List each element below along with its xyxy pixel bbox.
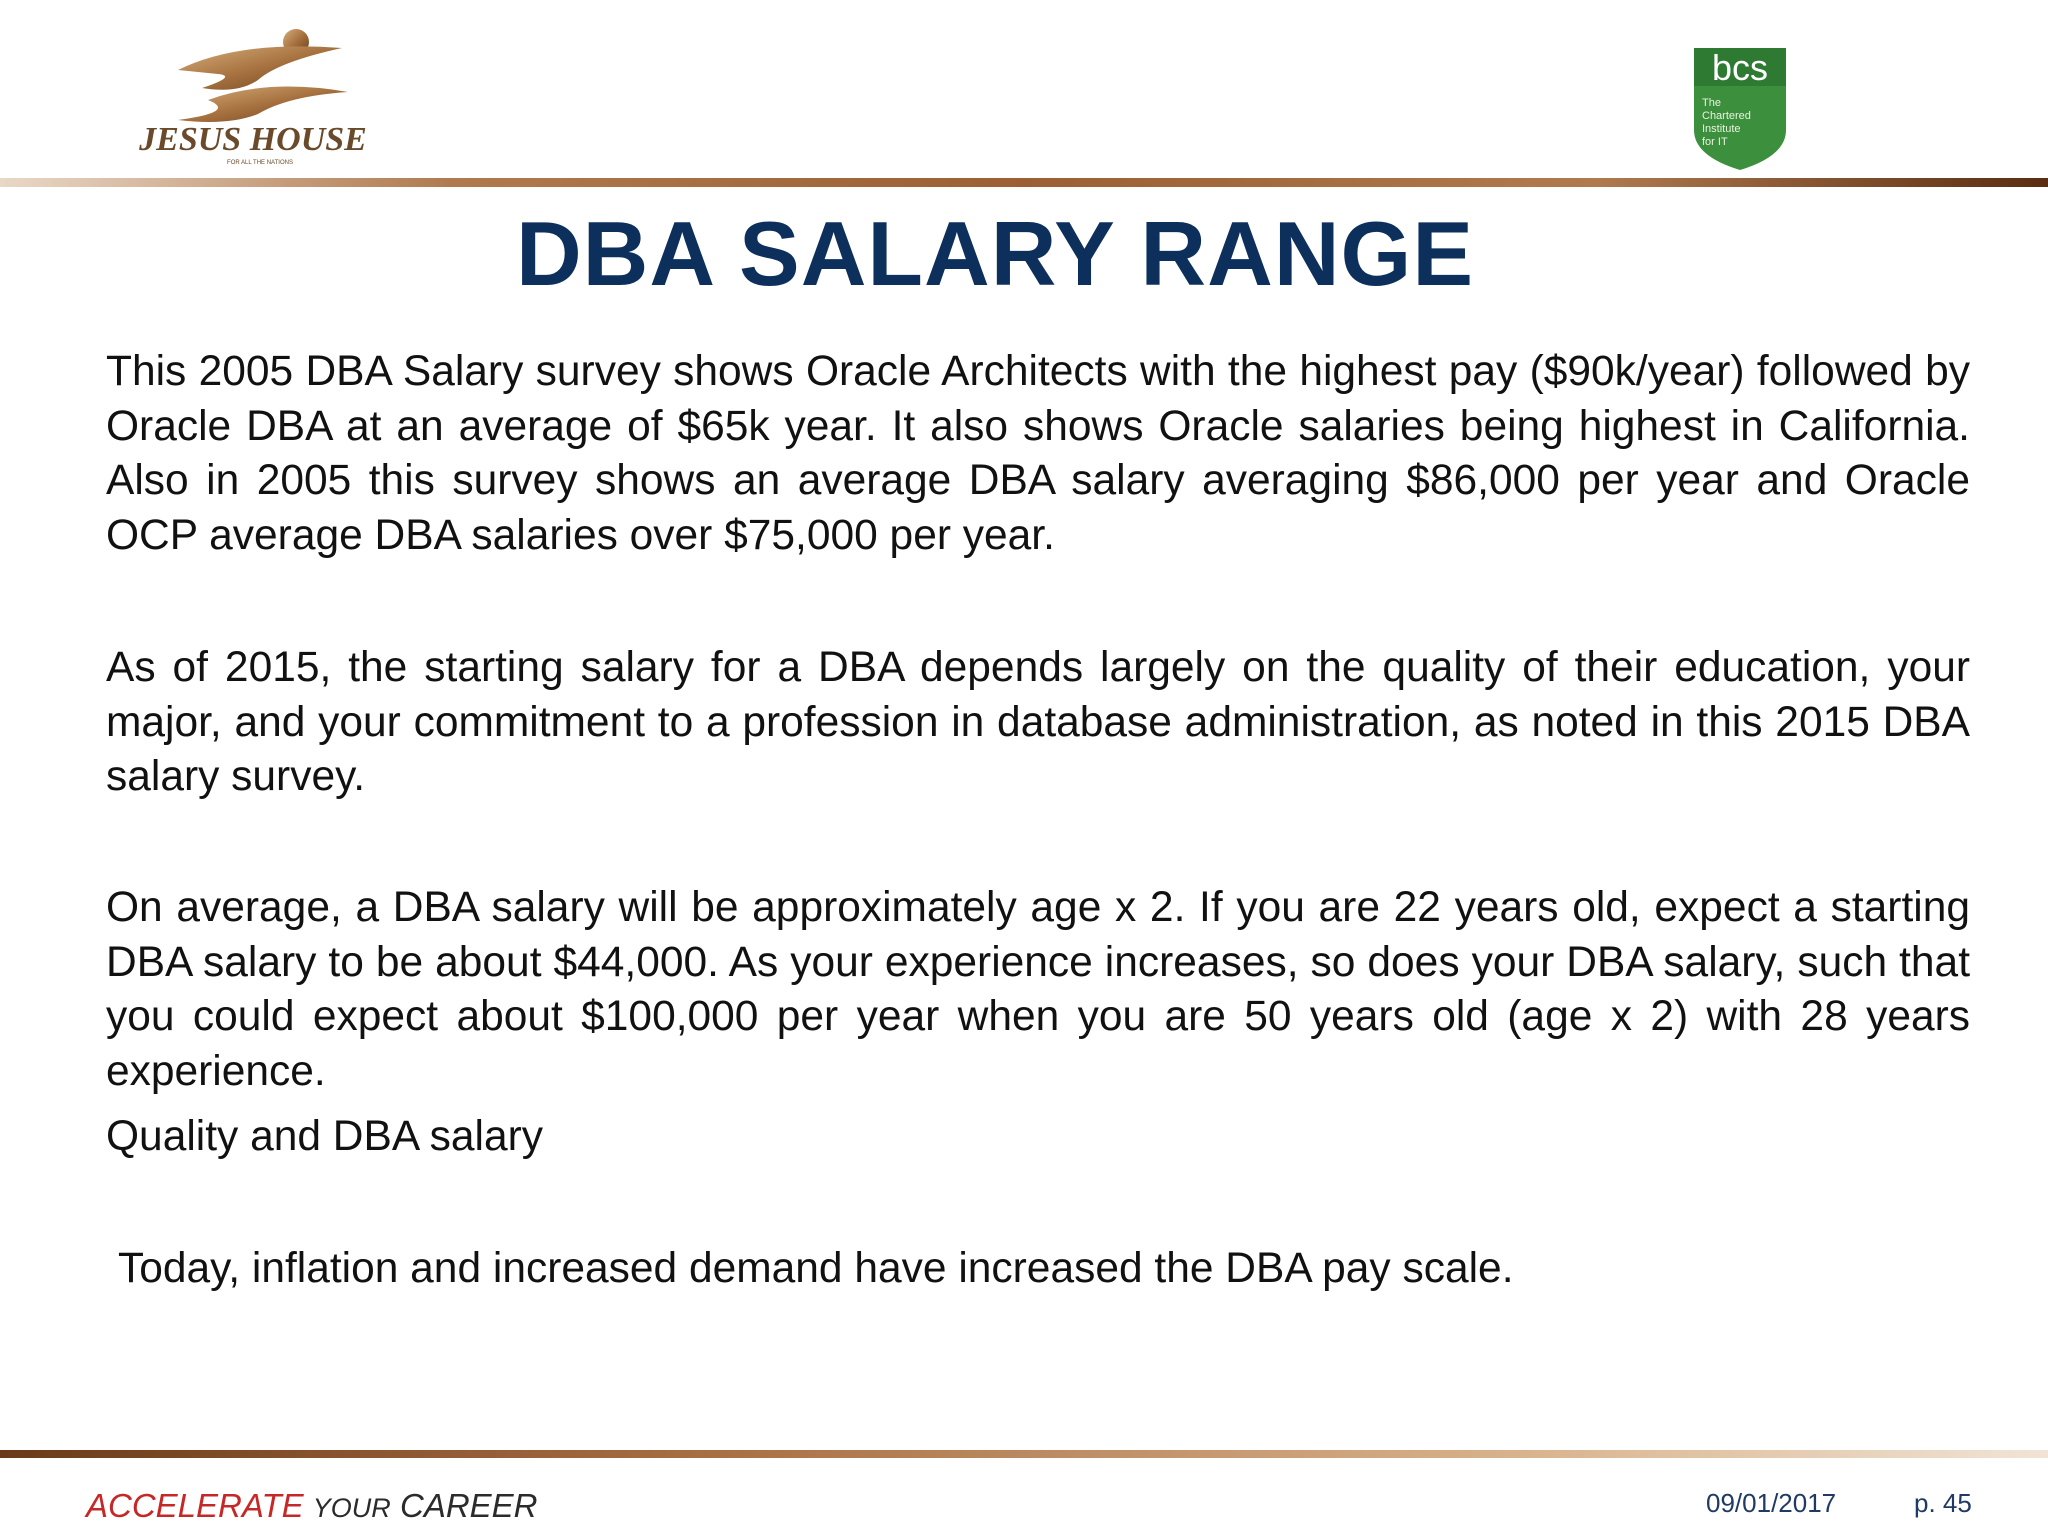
bcs-tagline-1: The	[1702, 97, 1721, 109]
bcs-tagline-4: for IT	[1702, 136, 1728, 148]
paragraph-inflation: Today, inflation and increased demand have increased the DBA pay scale.	[118, 1245, 1514, 1292]
bcs-logo	[1690, 46, 1790, 172]
slogan-your: YOUR	[312, 1493, 391, 1523]
slogan-career: CAREER	[399, 1487, 538, 1524]
jesus-house-logo-text: JESUS HOUSE	[139, 121, 367, 158]
slide-header	[0, 0, 2048, 186]
footer-slogan	[86, 1486, 538, 1528]
bcs-logo-text: bcs	[1711, 47, 1769, 88]
slogan-accelerate: ACCELERATE	[86, 1487, 304, 1524]
paragraph-2005-survey: This 2005 DBA Salary survey shows Oracle Architects with the highest pay ($90k/year) followed by Oracle DBA at an average of $65k year. It also shows Oracle salaries being highest in California. Also in 2005 this survey shows an average DBA salary averaging $86,000 per year and Oracle OCP average DBA salaries over $75,000 per year.	[106, 348, 1970, 559]
paragraph-quality-heading: Quality and DBA salary	[106, 1113, 544, 1160]
bcs-tagline-3: Institute	[1702, 123, 1741, 135]
header-divider	[0, 178, 2048, 187]
paragraph-age-rule: On average, a DBA salary will be approximately age x 2. If you are 22 years old, expect a starting DBA salary to be about $44,000. As your experience increases, so does your DBA salary, such that you could expect about $100,000 per year when you are 50 years old (age x 2) with 28 years experience.	[106, 884, 1970, 1095]
footer-date: 09/01/2017	[1706, 1488, 1837, 1518]
footer-divider	[0, 1450, 2048, 1458]
page-number: p. 45	[1914, 1488, 1972, 1518]
slide-title: DBA SALARY RANGE	[515, 204, 1475, 305]
jesus-house-tagline: FOR ALL THE NATIONS	[227, 160, 293, 166]
jesus-house-logo	[118, 22, 388, 172]
bcs-tagline-2: Chartered	[1702, 110, 1751, 122]
paragraph-2015-starting-salary: As of 2015, the starting salary for a DBA depends largely on the quality of their education, your major, and your commitment to a profession in database administration, as noted in this 2015 DBA salary survey.	[106, 644, 1970, 800]
